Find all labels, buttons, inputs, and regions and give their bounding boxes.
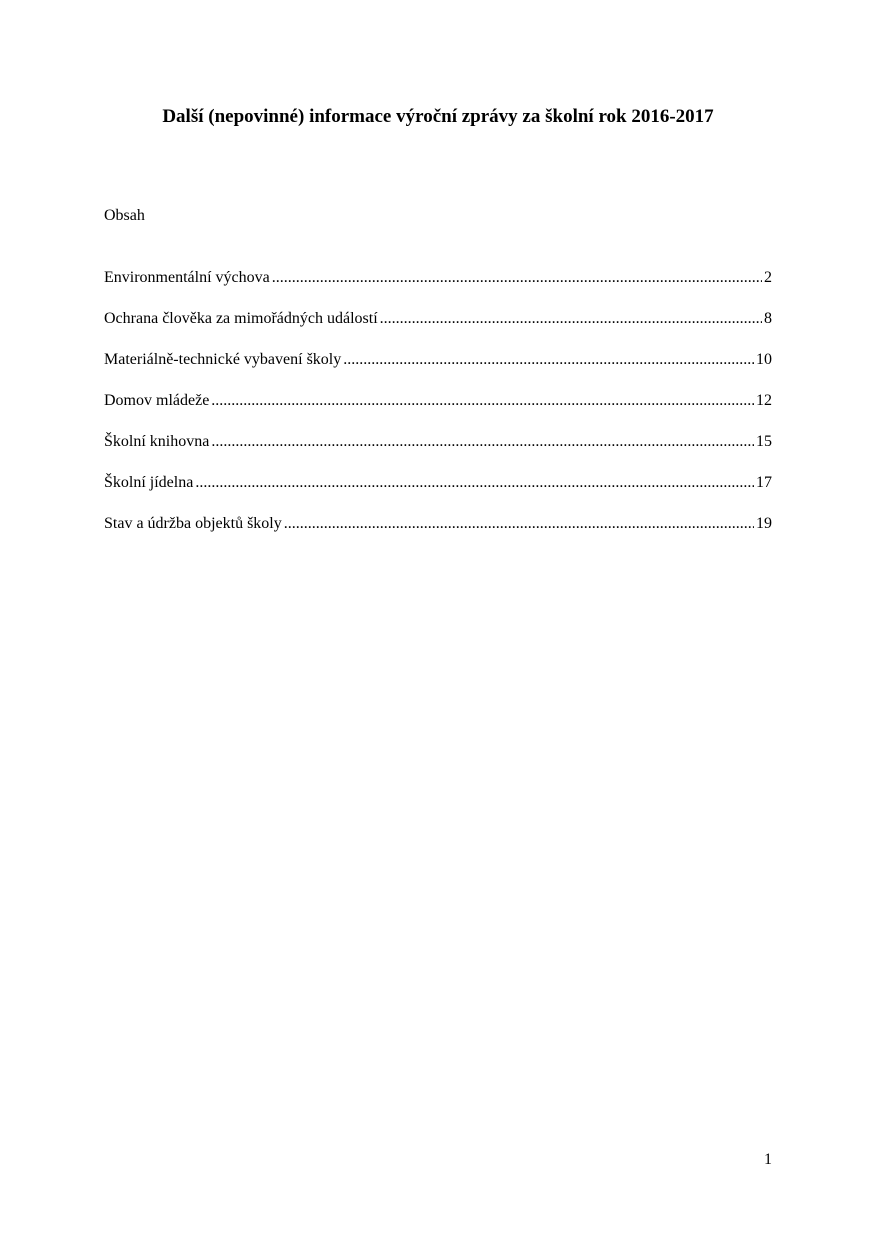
toc-entry-title: Školní jídelna: [104, 474, 194, 491]
toc-dot-leader: [343, 350, 754, 370]
toc-entry-domov-mladeze[interactable]: [104, 391, 772, 432]
toc-dot-leader: [380, 309, 762, 329]
toc-dot-leader: [211, 391, 754, 411]
toc-entry-environmentalni-vychova[interactable]: [104, 268, 772, 309]
toc-entry-page-number: 10: [756, 351, 772, 368]
toc-entry-page-number: 19: [756, 515, 772, 532]
toc-entry-skolni-knihovna[interactable]: [104, 432, 772, 473]
toc-dot-leader: [284, 514, 754, 534]
toc-entry-title: Environmentální výchova: [104, 269, 270, 286]
toc-entry-materialne-technicke-vybaveni[interactable]: [104, 350, 772, 391]
toc-dot-leader: [272, 268, 762, 288]
toc-entry-page-number: 2: [764, 269, 772, 286]
toc-dot-leader: [211, 432, 754, 452]
toc-entry-stav-a-udrzba[interactable]: [104, 514, 772, 555]
table-of-contents: [104, 268, 772, 555]
page-number: 1: [764, 1151, 772, 1168]
toc-entry-title: Stav a údržba objektů školy: [104, 515, 282, 532]
toc-entry-page-number: 15: [756, 433, 772, 450]
document-title: Další (nepovinné) informace výroční zprávy za školní rok 2016-2017: [162, 106, 714, 127]
toc-dot-leader: [195, 473, 754, 493]
toc-entry-title: Materiálně-technické vybavení školy: [104, 351, 342, 368]
toc-entry-title: Školní knihovna: [104, 433, 210, 450]
toc-heading: Obsah: [104, 207, 145, 224]
toc-entry-page-number: 17: [756, 474, 772, 491]
toc-entry-skolni-jidelna[interactable]: [104, 473, 772, 514]
toc-entry-title: Domov mládeže: [104, 392, 210, 409]
toc-entry-title: Ochrana člověka za mimořádných událostí: [104, 310, 378, 327]
toc-entry-page-number: 12: [756, 392, 772, 409]
toc-entry-page-number: 8: [764, 310, 772, 327]
toc-entry-ochrana-cloveka[interactable]: [104, 309, 772, 350]
